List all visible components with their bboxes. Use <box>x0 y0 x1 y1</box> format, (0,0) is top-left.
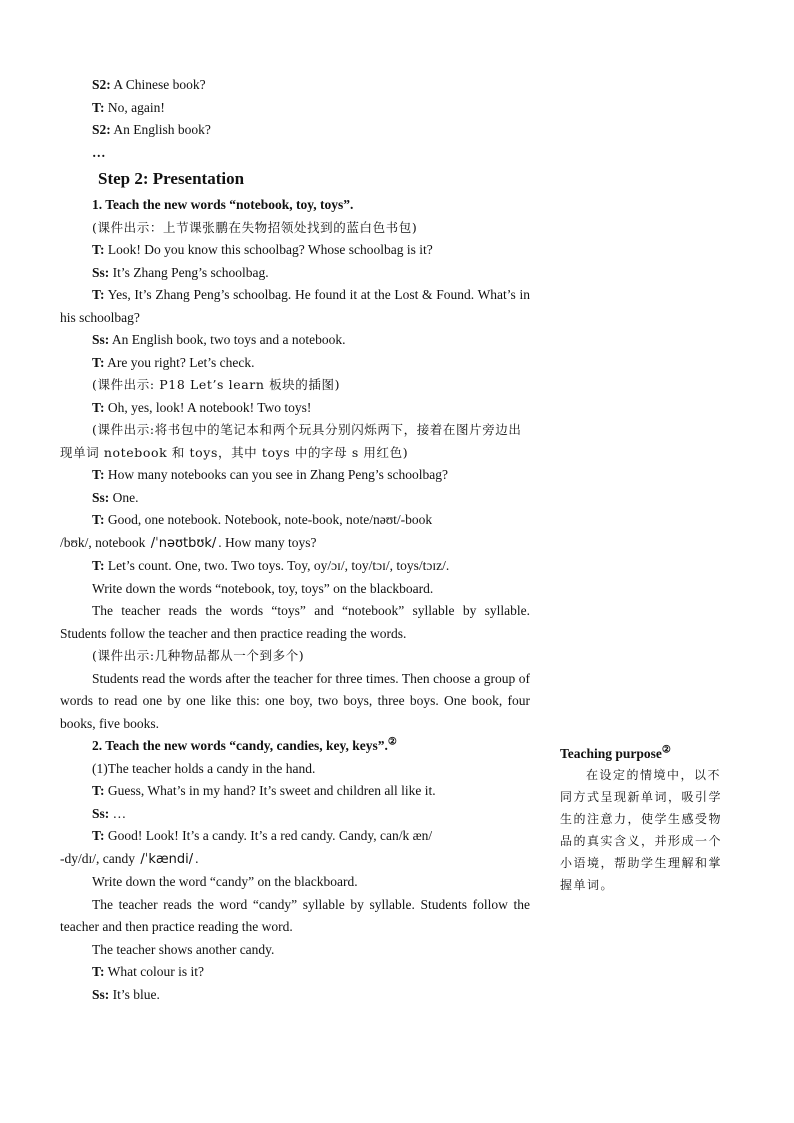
teaching-purpose-title: Teaching purpose② <box>560 744 671 761</box>
dialogue-line: Ss: One. <box>92 489 139 505</box>
instruction-line: Write down the word “candy” on the blackboard. <box>92 874 358 889</box>
instruction-paragraph: The teacher reads the words “toys” and “notebook” syllable by syllable. Students follow the teacher and then practice reading the words. <box>60 603 530 641</box>
dialogue-line: Ss: An English book, two toys and a notebook. <box>92 332 346 347</box>
dialogue-continuation: /bʊk/, notebook /ˈnəʊtbʊk/ . How many toys? <box>60 534 317 551</box>
courseware-note: (课件出示:将书包中的笔记本和两个玩具分别闪烁两下，接着在图片旁边出现单词 notebook 和 toys，其中 toys 中的字母 s 用红色) <box>60 422 522 460</box>
dialogue-line: T: Guess, What’s in my hand? It’s sweet and children all like it. <box>92 783 436 798</box>
dialogue-line: Ss: It’s Zhang Peng’s schoolbag. <box>92 264 269 280</box>
footnote-marker: ② <box>387 736 397 748</box>
dialogue-line: T: No, again! <box>92 99 165 115</box>
instruction-paragraph: The teacher reads the word “candy” syllable by syllable. Students follow the teacher and then practice reading the word. <box>60 896 530 934</box>
section-heading: 1. Teach the new words “notebook, toy, toys”. <box>92 197 354 212</box>
instruction-paragraph: Students read the words after the teacher for three times. Then choose a group of words to read one by one like this: one boy, two boys, three boys. One book, four books, five books. <box>60 670 530 731</box>
footnote-marker: ② <box>661 744 671 756</box>
teaching-purpose-body: 在设定的情境中，以不同方式呈现新单词，吸引学生的注意力，使学生感受物品的真实含义，并形成一个小语境，帮助学生理解和掌握单词。 <box>560 768 723 892</box>
courseware-note: (课件出示: P18 Let’s learn 板块的插图) <box>92 377 341 392</box>
dialogue-line: Ss: It’s blue. <box>92 986 160 1002</box>
instruction-line: Write down the words “notebook, toy, toys” on the blackboard. <box>92 580 434 596</box>
dialogue-line: T: Let’s count. One, two. Two toys. Toy, oy/ɔɪ/, toy/tɔɪ/, toys/tɔɪz/. <box>92 558 450 573</box>
ellipsis-line: … <box>92 144 106 160</box>
dialogue-line: T: What colour is it? <box>92 964 204 979</box>
dialogue-line: S2: A Chinese book? <box>92 77 206 92</box>
phonetic-candy: /ˈkændi/ <box>140 851 194 867</box>
dialogue-continuation: -dy/dɪ/, candy /ˈkændi/ . <box>60 850 199 867</box>
teaching-purpose-note <box>560 744 730 896</box>
dialogue-line: T: Good! Look! It’s a candy. It’s a red candy. Candy, can/k æn/ <box>92 828 433 843</box>
instruction-line: The teacher shows another candy. <box>92 941 275 957</box>
step-heading: Step 2: Presentation <box>98 169 245 188</box>
dialogue-line: T: Yes, It’s Zhang Peng’s schoolbag. He found it at the Lost & Found. What’s in his schoolbag? <box>60 287 530 325</box>
section-heading: 2. Teach the new words “candy, candies, key, keys”.② <box>92 736 397 753</box>
dialogue-line: T: Oh, yes, look! A notebook! Two toys! <box>92 399 312 415</box>
dialogue-line: S2: An English book? <box>92 122 211 137</box>
dialogue-line: T: Look! Do you know this schoolbag? Whose schoolbag is it? <box>92 242 433 257</box>
dialogue-line: T: How many notebooks can you see in Zhang Peng’s schoolbag? <box>92 467 448 482</box>
instruction-line: (1)The teacher holds a candy in the hand. <box>92 760 316 776</box>
phonetic-notebook: /ˈnəʊtbʊk/ <box>150 535 217 551</box>
dialogue-line: T: Are you right? Let’s check. <box>92 354 255 370</box>
courseware-note: (课件出示:几种物品都从一个到多个) <box>92 648 305 663</box>
dialogue-line: T: Good, one notebook. Notebook, note-book, note/nəʊt/-book <box>92 512 433 527</box>
courseware-note: (课件出示：上节课张鹏在失物招领处找到的蓝白色书包) <box>92 219 418 235</box>
lesson-plan-body <box>60 74 530 1006</box>
dialogue-line: Ss: … <box>92 805 127 821</box>
